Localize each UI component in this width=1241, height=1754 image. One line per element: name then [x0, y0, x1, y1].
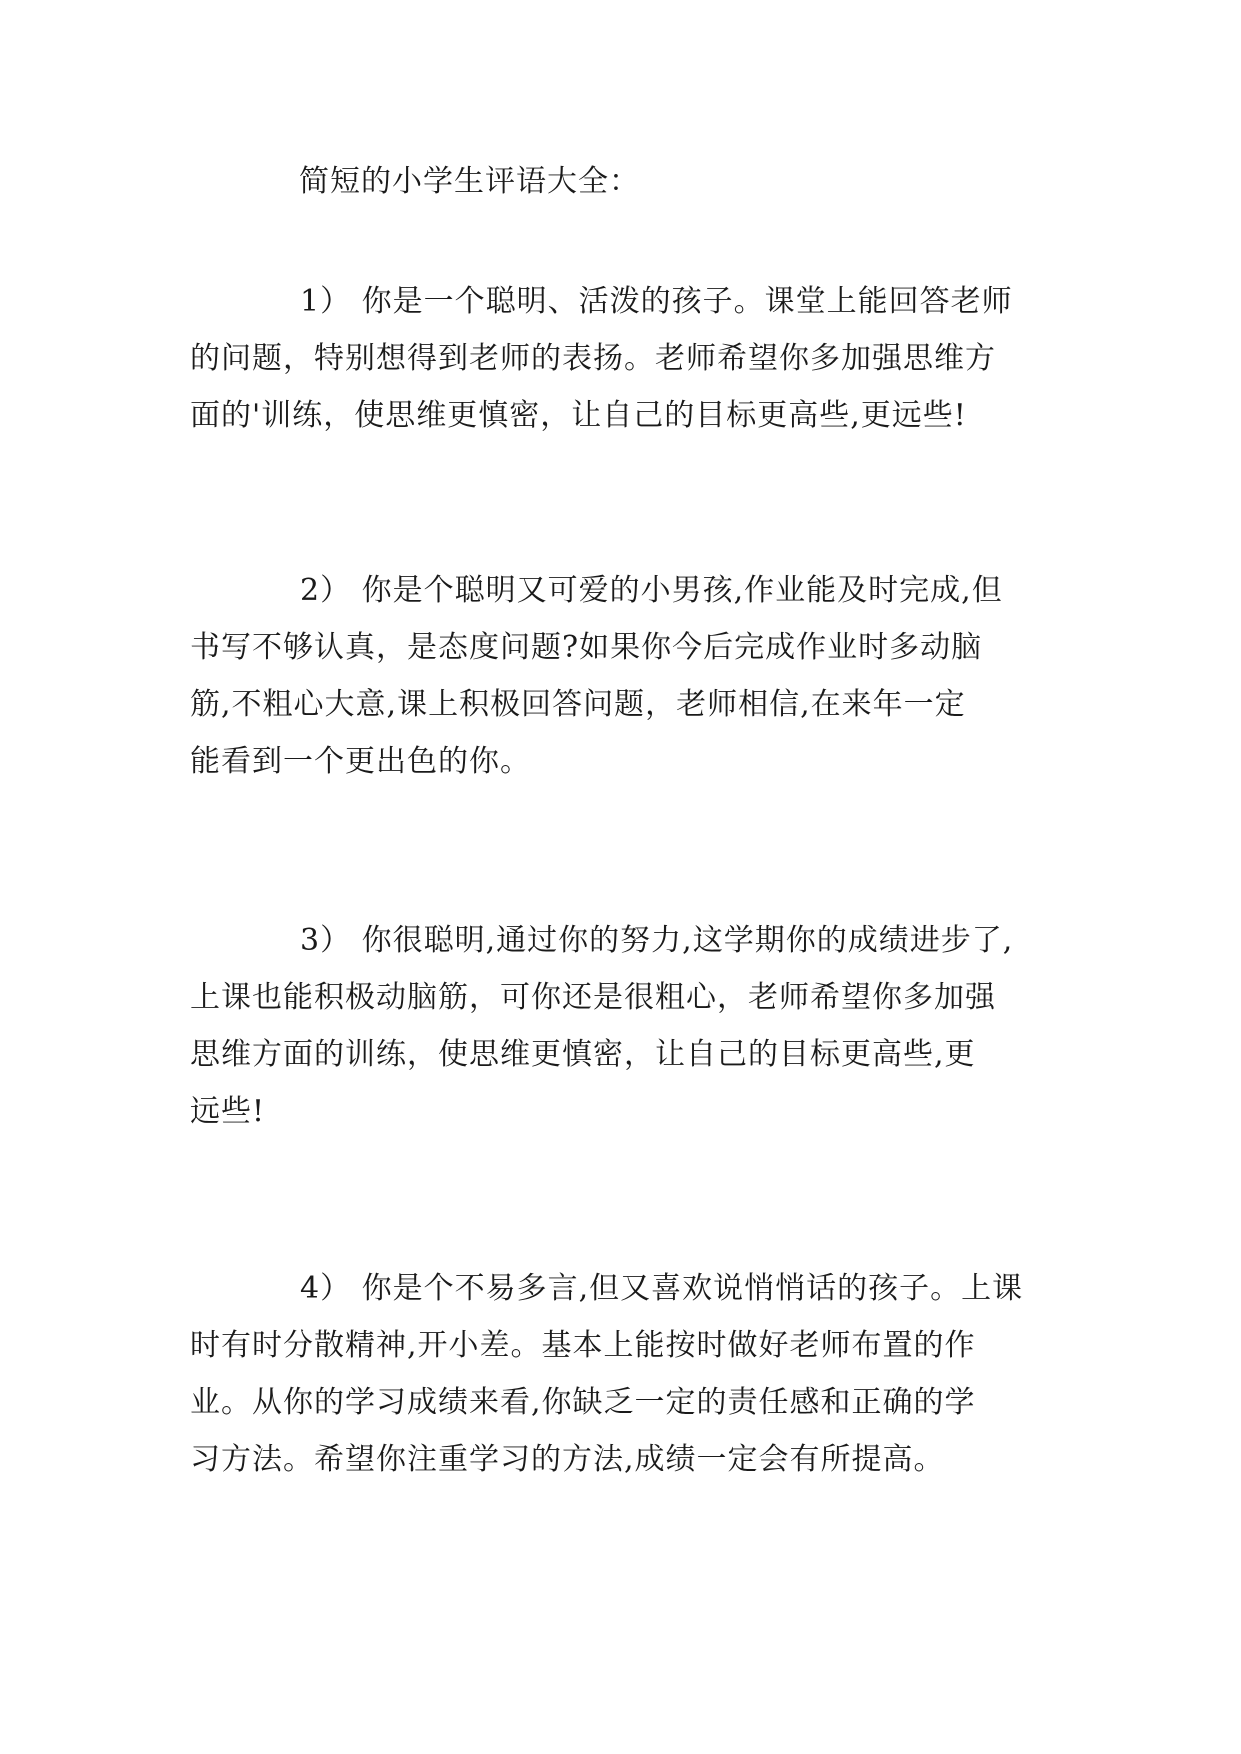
paragraph-line: 的问题，特别想得到老师的表扬。老师希望你多加强思维方 [190, 341, 996, 376]
paragraph-line: 3） 你很聪明,通过你的努力,这学期你的成绩进步了, [300, 923, 1014, 958]
comment-paragraph-3 [190, 912, 1070, 1140]
paragraph-line: 思维方面的训练，使思维更慎密，让自己的目标更高些,更 [190, 1037, 976, 1072]
paragraph-line: 能看到一个更出色的你。 [190, 744, 531, 779]
paragraph-line: 4） 你是个不易多言,但又喜欢说悄悄话的孩子。上课 [300, 1271, 1024, 1306]
paragraph-line: 习方法。希望你注重学习的方法,成绩一定会有所提高。 [190, 1442, 945, 1477]
comment-paragraph-2 [190, 562, 1070, 790]
paragraph-line: 2） 你是个聪明又可爱的小男孩,作业能及时完成,但 [300, 573, 1003, 608]
comment-paragraph-4 [190, 1260, 1070, 1488]
comment-paragraph-1 [190, 273, 1070, 444]
paragraph-line: 时有时分散精神,开小差。基本上能按时做好老师布置的作 [190, 1328, 976, 1363]
paragraph-line: 书写不够认真，是态度问题?如果你今后完成作业时多动脑 [190, 630, 983, 665]
paragraph-line: 业。从你的学习成绩来看,你缺乏一定的责任感和正确的学 [190, 1385, 976, 1420]
paragraph-line: 上课也能积极动脑筋，可你还是很粗心，老师希望你多加强 [190, 980, 996, 1015]
page-title: 简短的小学生评语大全： [299, 164, 640, 199]
paragraph-line: 1） 你是一个聪明、活泼的孩子。课堂上能回答老师 [300, 284, 1013, 319]
paragraph-line: 筋,不粗心大意,课上积极回答问题，老师相信,在来年一定 [190, 687, 966, 722]
paragraph-line: 面的'训练，使思维更慎密，让自己的目标更高些,更远些! [190, 398, 967, 433]
paragraph-line: 远些! [190, 1094, 266, 1129]
